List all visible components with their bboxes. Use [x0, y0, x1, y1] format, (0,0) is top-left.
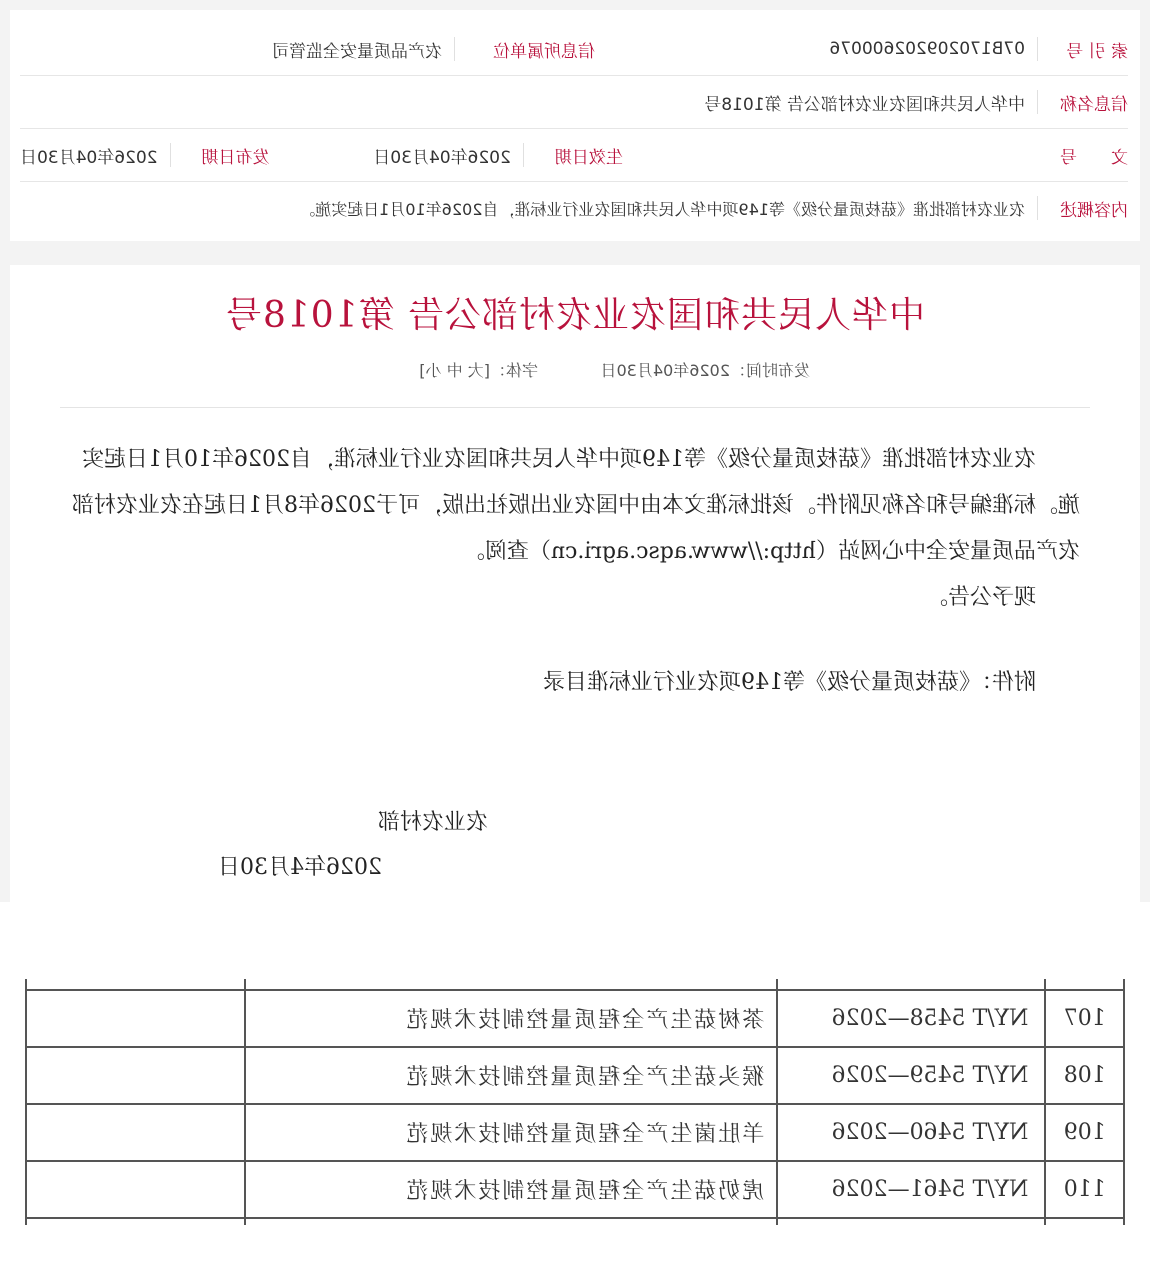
standards-table-image	[25, 979, 1125, 1231]
divider	[454, 37, 455, 61]
font-medium-link[interactable]: 中	[446, 361, 463, 380]
org-value: 农产品质量安全监管司	[272, 41, 442, 62]
standard-note	[26, 990, 245, 1047]
divider	[1037, 196, 1038, 220]
row-number: 108	[1045, 1047, 1124, 1104]
standard-note	[26, 1161, 245, 1218]
table-row	[26, 1104, 1124, 1161]
table-row	[26, 1161, 1124, 1218]
sign-date: 2026年4月30日	[218, 855, 382, 880]
divider	[523, 143, 524, 167]
info-row-index	[20, 23, 1128, 76]
row-number: 110	[1045, 1161, 1124, 1218]
font-label: 字体：	[489, 361, 538, 380]
table-row	[26, 990, 1124, 1047]
body-paragraph: 农业农村部批准《菇枝质量分级》等149项中华人民共和国农业行业标准，自2026年10月1日起实施。标准编号和名称见附件。该批标准文本由中国农业出版社出版，可于2026年8月1日起在农业农村部农产品质量安全中心网站（http://www.aqsc.agri.cn）查阅。	[72, 447, 1080, 564]
info-row-summary	[20, 182, 1128, 234]
standard-code: NY/T 5460—2026	[777, 1104, 1045, 1161]
effective-label: 生效日期	[554, 147, 623, 168]
standard-name: 茶树菇生产全程质量控制技术规范	[245, 990, 777, 1047]
row-number: 107	[1045, 990, 1124, 1047]
summary-label: 内容概述	[1060, 200, 1128, 221]
font-bracket-open: [	[483, 361, 490, 380]
index-value: 07B170209202600076	[829, 39, 1025, 59]
publish-value: 2026年04月30日	[20, 147, 158, 168]
docno-label: 文 号	[1060, 147, 1128, 168]
body-paragraph: 现予公告。	[925, 585, 1036, 610]
divider	[1037, 90, 1038, 114]
publish-time	[601, 358, 810, 381]
standard-note	[26, 1104, 245, 1161]
standard-name: 羊肚菌生产全程质量控制技术规范	[245, 1104, 777, 1161]
table-row-stub	[26, 1218, 1124, 1225]
standard-note	[26, 1047, 245, 1104]
org-label: 信息所属单位	[493, 41, 595, 62]
divider	[1037, 37, 1038, 61]
divider	[60, 407, 1090, 408]
font-size-switcher	[419, 358, 538, 381]
standard-code: NY/T 5458—2026	[777, 990, 1045, 1047]
row-number: 109	[1045, 1104, 1124, 1161]
standards-table	[25, 979, 1125, 1225]
attachment-link[interactable]: 附件：《菇枝质量分级》等149项农业行业标准目录	[543, 670, 1036, 695]
standard-code: NY/T 5459—2026	[777, 1047, 1045, 1104]
signer: 农业农村部	[377, 810, 488, 835]
publish-time-label: 发布时间：	[729, 361, 810, 380]
standard-name: 猴头菇生产全程质量控制技术规范	[245, 1047, 777, 1104]
standard-code: NY/T 5461—2026	[777, 1161, 1045, 1218]
publish-time-value: 2026年04月30日	[600, 361, 730, 380]
divider	[170, 143, 171, 167]
article-title: 中华人民共和国农业农村部公告 第1018号	[224, 295, 926, 336]
info-row-name	[20, 76, 1128, 129]
article	[10, 265, 1140, 902]
article-body	[60, 437, 1080, 621]
summary-value: 农业农村部批准《菇枝质量分级》等149项中华人民共和国农业行业标准，自2026年10月1日起实施。	[299, 199, 1025, 219]
info-row-dates	[20, 129, 1128, 182]
standard-name: 虎奶菇生产全程质量控制技术规范	[245, 1161, 777, 1218]
name-value: 中华人民共和国农业农村部公告 第1018号	[704, 94, 1025, 115]
name-label: 信息名称	[1060, 94, 1128, 115]
font-large-link[interactable]: 大	[467, 361, 484, 380]
table-row-stub	[26, 979, 1124, 990]
font-small-link[interactable]: 小	[425, 361, 442, 380]
index-label: 索 引 号	[1066, 41, 1128, 62]
font-bracket-close: ]	[419, 361, 426, 380]
table-row	[26, 1047, 1124, 1104]
publish-label: 发布日期	[201, 147, 270, 168]
info-card	[10, 10, 1140, 241]
effective-value: 2026年04月30日	[373, 147, 511, 168]
